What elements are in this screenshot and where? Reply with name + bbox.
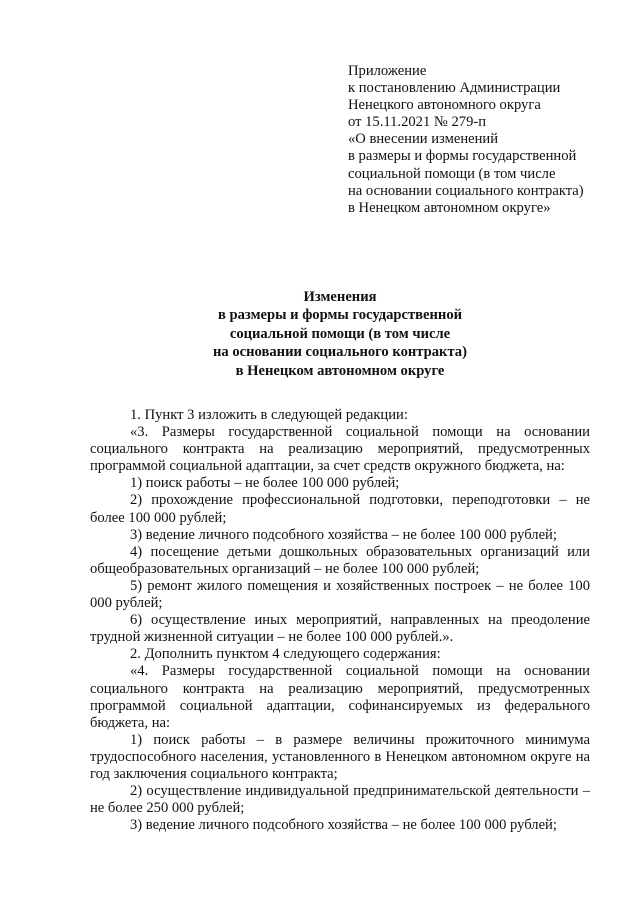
paragraph-4-sub-1: 1) поиск работы – в размере величины прожиточного минимума трудоспособного населения, установленного в Ненецком автономном округе на год заключения социального контракта; xyxy=(90,731,590,782)
paragraph-4-sub-3: 3) ведение личного подсобного хозяйства – не более 100 000 рублей; xyxy=(130,817,557,834)
paragraph-3-sub-6: 6) осуществление иных мероприятий, направленных на преодоление трудной жизненной ситуации – не более 100 000 рублей.». xyxy=(90,612,590,646)
paragraph-4-sub-2: 2) осуществление индивидуальной предпринимательской деятельности – не более 250 000 рублей; xyxy=(90,783,590,817)
title-line: Изменения xyxy=(303,289,377,305)
item-2: 2. Дополнить пунктом 4 следующего содержания: xyxy=(130,646,441,663)
appendix-line: к постановлению Администрации xyxy=(348,80,561,97)
paragraph-4-intro: «4. Размеры государственной социальной помощи на основании социального контракта на реализацию мероприятий, предусмотренных программой социальной адаптации, софинансируемых из федерального бюджета, на: xyxy=(90,663,590,731)
paragraph-3-sub-3: 3) ведение личного подсобного хозяйства – не более 100 000 рублей; xyxy=(130,526,557,543)
item-1: 1. Пункт 3 изложить в следующей редакции: xyxy=(130,407,408,423)
document-body xyxy=(90,407,590,834)
document-title xyxy=(90,288,590,380)
paragraph-3-sub-5: 5) ремонт жилого помещения и хозяйственных построек – не более 100 000 рублей; xyxy=(90,577,590,612)
appendix-line: Приложение xyxy=(348,63,427,79)
appendix-line: социальной помощи (в том числе xyxy=(348,165,556,182)
appendix-header xyxy=(348,63,628,217)
title-line: в размеры и формы государственной xyxy=(217,307,463,324)
title-line: на основании социального контракта) xyxy=(213,344,467,361)
paragraph-3-sub-2: 2) прохождение профессиональной подготовки, переподготовки – не более 100 000 рублей; xyxy=(90,492,590,526)
appendix-line: в размеры и формы государственной xyxy=(348,148,577,165)
appendix-line: от 15.11.2021 № 279-п xyxy=(348,114,487,131)
title-line: в Ненецком автономном округе xyxy=(235,362,445,379)
appendix-line: Ненецкого автономного округа xyxy=(348,97,541,114)
appendix-line: в Ненецком автономном округе» xyxy=(348,199,551,216)
appendix-line: на основании социального контракта) xyxy=(348,182,584,199)
appendix-line: «О внесении изменений xyxy=(348,131,499,148)
title-line: социальной помощи (в том числе xyxy=(229,325,451,342)
paragraph-3-sub-4: 4) посещение детьми дошкольных образовательных организаций или общеобразовательных организаций – не более 100 000 рублей; xyxy=(90,543,590,577)
paragraph-3-intro: «3. Размеры государственной социальной помощи на основании социального контракта на реализацию мероприятий, предусмотренных программой социальной адаптации, за счет средств окружного бюджета, на: xyxy=(90,424,590,475)
paragraph-3-sub-1: 1) поиск работы – не более 100 000 рублей; xyxy=(130,475,400,492)
